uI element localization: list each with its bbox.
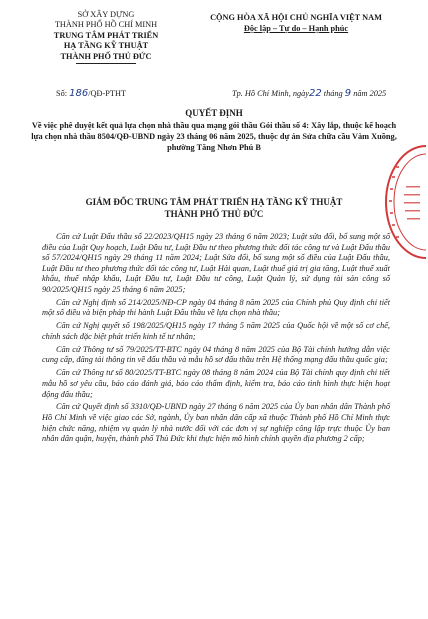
basis-paragraph: Căn cứ Thông tư số 79/2025/TT-BTC ngày 04 tháng 8 năm 2025 của Bộ Tài chính hướng dẫn việc cung cấp, đăng tải thông tin về đấu thầu và mẫu hồ sơ đấu thầu trên Hệ thống mạng đấu thầu quốc gia; (42, 344, 390, 365)
director-heading (30, 196, 398, 220)
unit-line1: TRUNG TÂM PHÁT TRIỂN (53, 30, 159, 40)
issuing-agency (36, 10, 176, 64)
doc-number-prefix: Số: (56, 89, 68, 98)
date-month-label: tháng (323, 89, 343, 98)
country-name: CỘNG HÒA XÃ HỘI CHỦ NGHĨA VIỆT NAM (210, 13, 382, 22)
director-line2: THÀNH PHỐ THỦ ĐỨC (164, 209, 264, 219)
date-prefix: Tp. Hồ Chí Minh, ngày (232, 89, 309, 98)
basis-paragraph: Căn cứ Thông tư số 80/2025/TT-BTC ngày 08 tháng 8 năm 2024 của Bộ Tài chính quy định chi tiết mẫu hồ sơ yêu cầu, báo cáo đánh giá, báo cáo thẩm định, kiểm tra, báo cáo tình hình thực hiện hoạt động đấu thầu; (42, 368, 390, 399)
org-line2: THÀNH PHỐ HỒ CHÍ MINH (54, 20, 158, 30)
basis-paragraph: Căn cứ Nghị quyết số 198/2025/QH15 ngày 17 tháng 5 năm 2025 của Quốc hội về một số cơ chế, chính sách đặc biệt phát triển kinh tế tư nhân; (42, 321, 390, 341)
basis-paragraph: Căn cứ Nghị định số 214/2025/NĐ-CP ngày 04 tháng 8 năm 2025 của Chính phủ Quy định chi tiết một số điều và biện pháp thi hành Luật Đấu thầu về lựa chọn nhà thầu; (42, 297, 390, 318)
national-motto: Độc lập – Tự do – Hạnh phúc (243, 24, 349, 33)
director-line1: GIÁM ĐỐC TRUNG TÂM PHÁT TRIỂN HẠ TẦNG KỸ THUẬT (85, 197, 343, 207)
national-header (191, 12, 401, 34)
date-year: năm 2025 (353, 89, 387, 98)
basis-paragraph: Căn cứ Quyết định số 3310/QĐ-UBND ngày 27 tháng 6 năm 2025 của Ủy ban nhân dân Thành phố Hồ Chí Minh về việc giao các Sở, ngành, Ủy ban nhân dân cấp xã thuộc Thành phố Hồ Chí Minh thực hiện chức năng, nhiệm vụ quản lý nhà nước đối với các đơn vị sự nghiệp công lập trực thuộc Ủy ban nhân dân quận, huyện, thành phố Thủ Đức khi thực hiện mô hình chính quyền địa phương 2 cấp; (42, 402, 390, 444)
unit-line3: THÀNH PHỐ THỦ ĐỨC (60, 51, 152, 61)
basis-paragraph: Căn cứ Luật Đấu thầu số 22/2023/QH15 ngày 23 tháng 6 năm 2023; Luật sửa đổi, bổ sung một số điều của Luật Quy hoạch, Luật Đầu tư, Luật Đầu tư theo phương thức đối tác công tư và Luật Đấu thầu số 57/2024/QH15 ngày 29 tháng 11 năm 2024; Luật Sửa đổi, bổ sung một số điều của Luật Đấu thầu, Luật Đầu tư theo phương thức đối tác công tư, Luật Hải quan, Luật thuế giá trị gia tăng, Luật thuế xuất khẩu, thuế nhập khẩu, Luật Đầu tư, Luật Đầu tư công, Luật Quản lý, sử dụng tài sản công số 90/2025/QH15 ngày 25 tháng 6 năm 2025; (42, 232, 390, 294)
date-month: 9 (344, 88, 352, 99)
decision-subject: Về việc phê duyệt kết quả lựa chọn nhà thầu qua mạng gói thầu Gói thầu số 4: Xây lắp, thuộc kế hoạch lựa chọn nhà thầu 8504/QĐ-UBND ngày 23 tháng 06 năm 2025, thuộc dự án Sửa chữa cầu Vàm Xuồng, phường Tăng Nhơn Phú B (31, 121, 397, 152)
decision-title (30, 108, 398, 153)
agency-underline (76, 63, 136, 64)
document-number (56, 88, 126, 99)
unit-line2: HẠ TẦNG KỸ THUẬT (63, 41, 149, 51)
doc-number-handwritten: 186 (69, 88, 89, 99)
org-line1: SỞ XÂY DỰNG (77, 10, 135, 19)
document-date (232, 88, 386, 99)
date-day: 22 (308, 88, 322, 99)
legal-basis (42, 232, 390, 447)
doc-number-suffix: /QĐ-PTHT (88, 89, 127, 98)
red-seal-stamp (380, 142, 426, 262)
decision-heading: QUYẾT ĐỊNH (185, 108, 243, 118)
